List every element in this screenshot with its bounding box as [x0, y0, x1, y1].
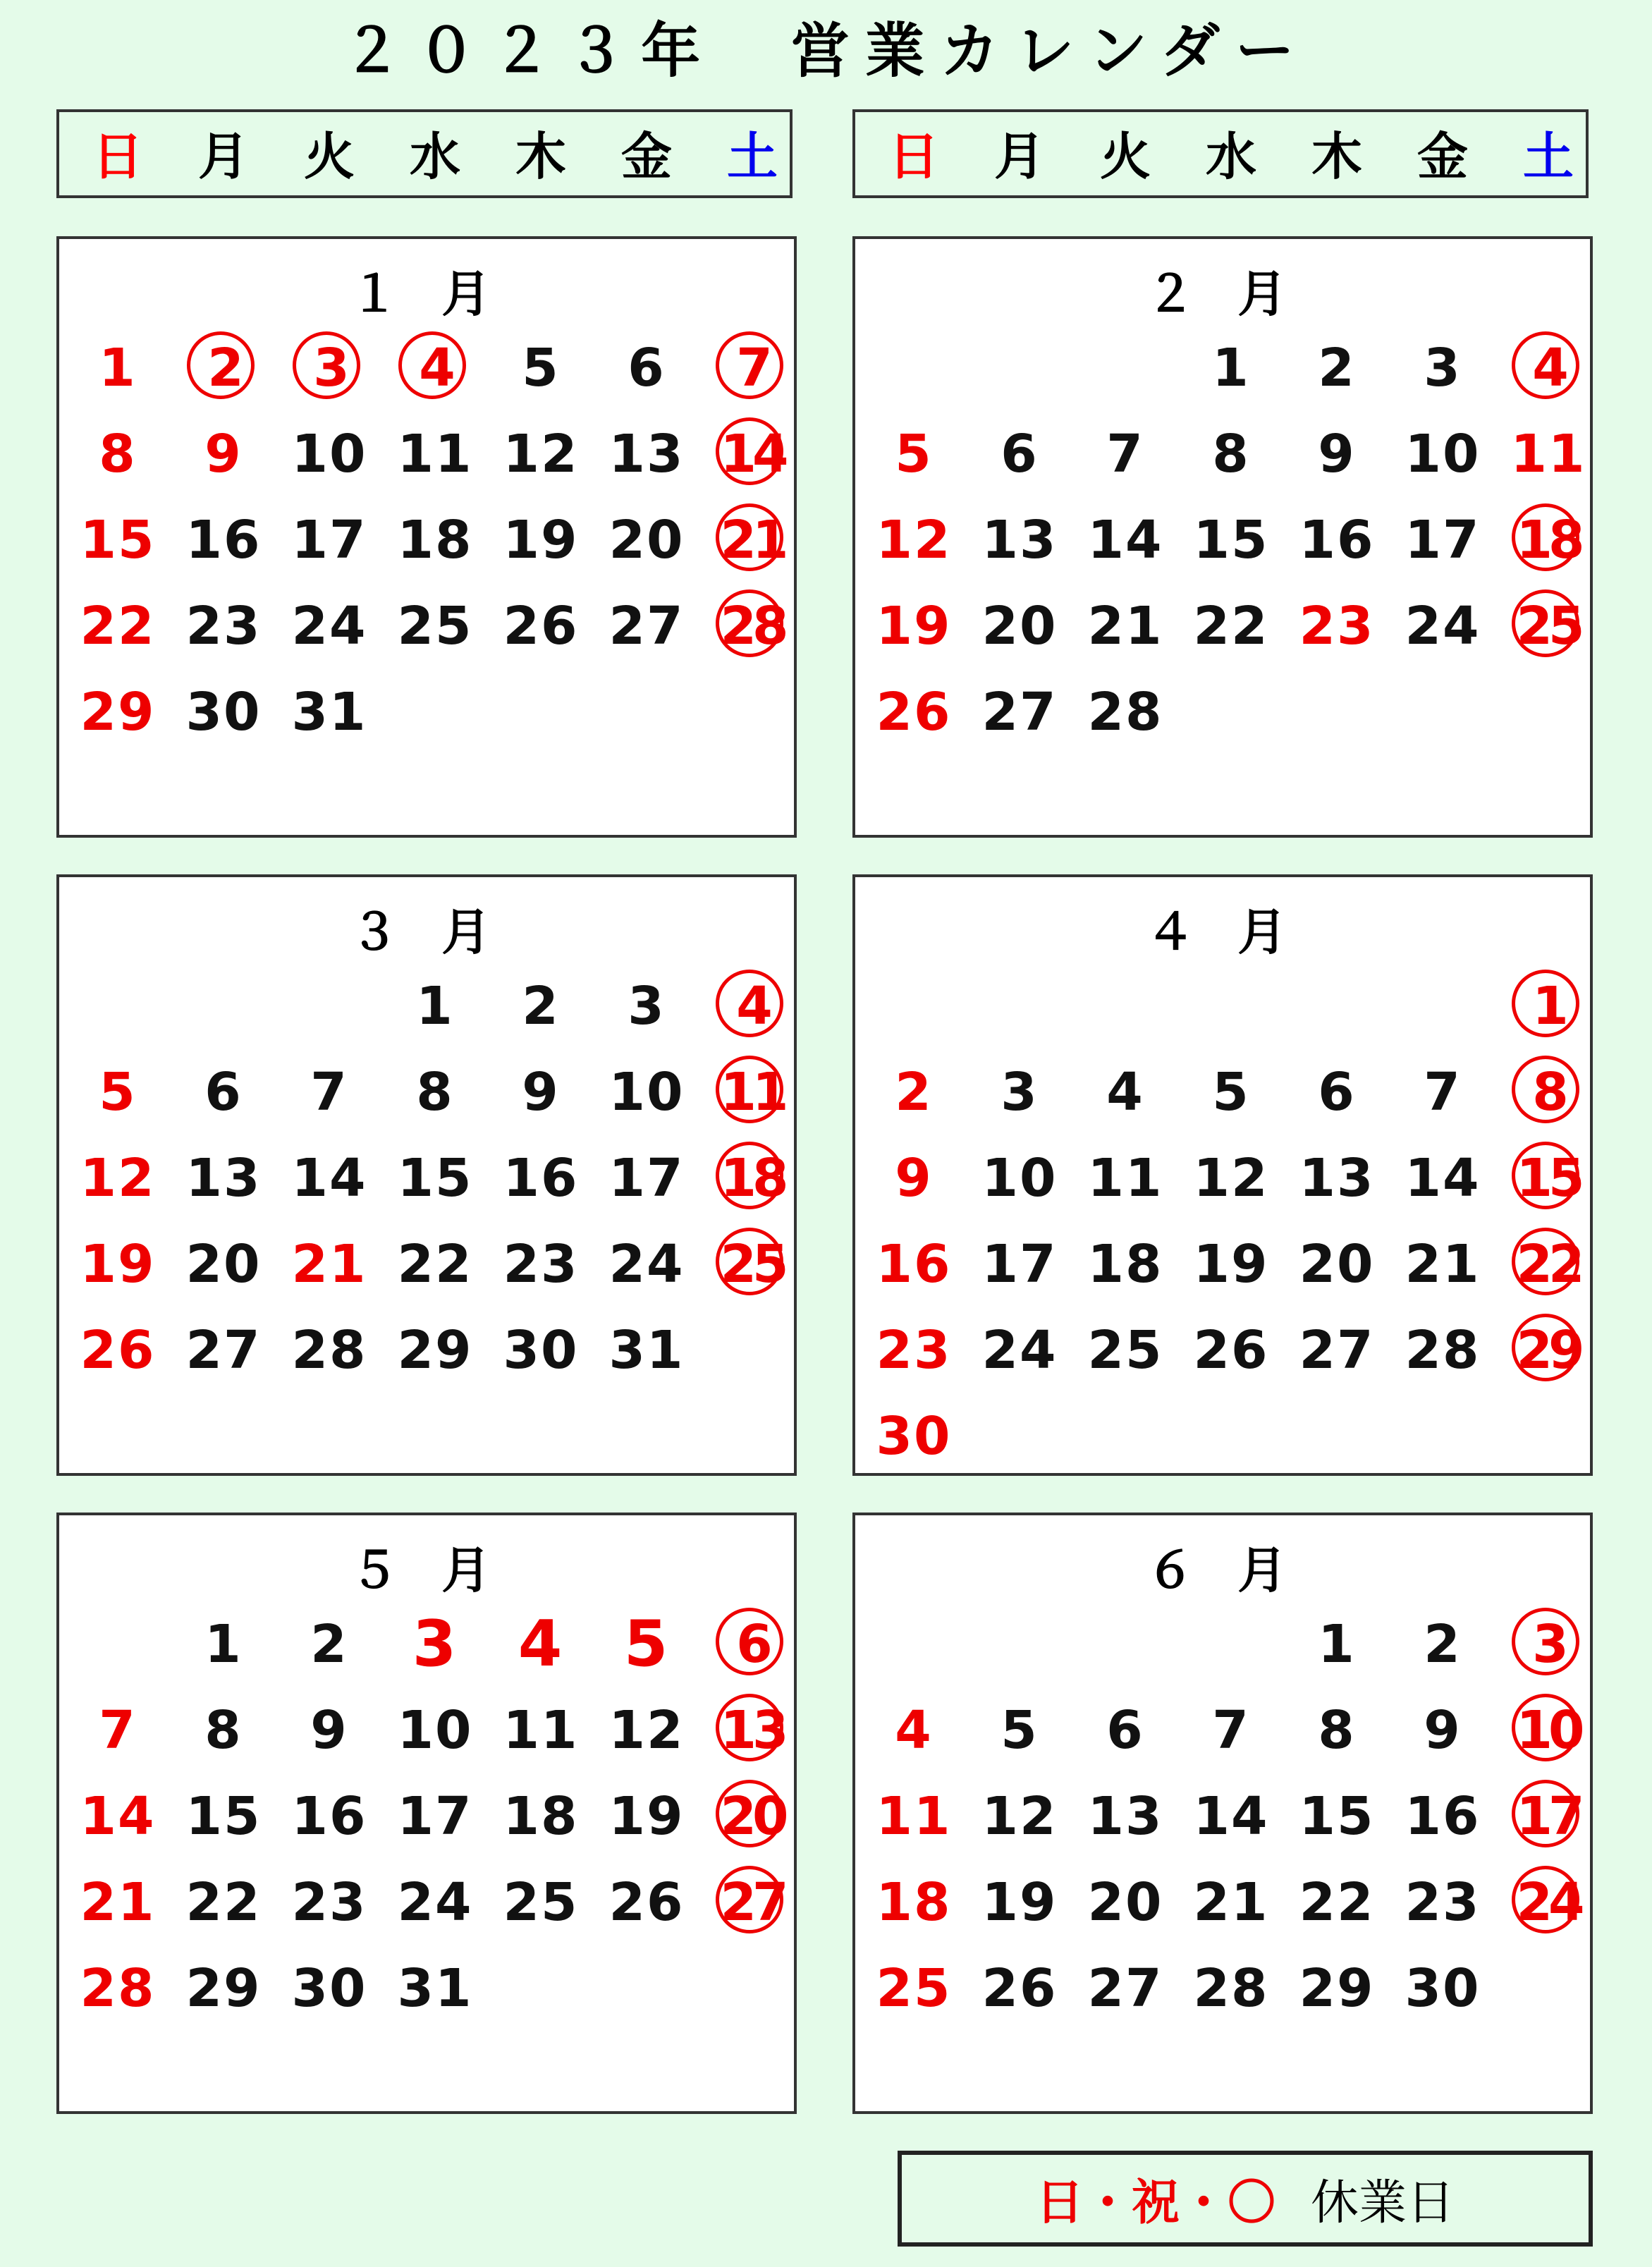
day-cell: 5 [895, 424, 933, 484]
closed-day-cell: 4 [1495, 325, 1601, 411]
day-cell: 22 [397, 1234, 473, 1295]
day-cell: 9 [1318, 424, 1356, 484]
day-cell: 20 [1299, 1234, 1375, 1295]
day-cell: 17 [397, 1786, 473, 1847]
closed-day-cell: 21 [699, 497, 805, 583]
day-cell: 18 [1087, 1234, 1163, 1295]
day-cell: 21 [291, 1234, 367, 1295]
day-cell: 12 [80, 1148, 156, 1209]
day-cell: 15 [397, 1148, 473, 1209]
day-cell: 3 [628, 976, 666, 1037]
day-cell: 16 [185, 510, 262, 570]
day-cell: 20 [608, 510, 685, 570]
day-cell: 6 [628, 338, 666, 398]
day-cell: 10 [608, 1062, 685, 1123]
empty-cell [65, 963, 171, 1049]
closed-day-cell: 10 [1495, 1687, 1601, 1773]
day-cell: 24 [1405, 596, 1481, 656]
closed-day-cell: 11 [699, 1049, 805, 1135]
day-cell: 15 [1193, 510, 1269, 570]
day-cell: 20 [1087, 1872, 1163, 1933]
day-cell: 22 [1193, 596, 1269, 656]
closed-day-cell: 4 [699, 963, 805, 1049]
day-cell: 19 [503, 510, 579, 570]
day-cell: 7 [1212, 1700, 1250, 1761]
day-cell: 28 [1193, 1958, 1269, 2019]
empty-cell [1495, 669, 1601, 755]
day-cell: 15 [185, 1786, 262, 1847]
day-cell: 2 [895, 1062, 933, 1123]
closed-day-cell: 13 [699, 1687, 805, 1773]
day-cell: 22 [185, 1872, 262, 1933]
day-cell: 12 [608, 1700, 685, 1761]
day-cell: 11 [397, 424, 473, 484]
day-cell: 31 [291, 682, 367, 743]
legend-text: 休業日 [1311, 2175, 1455, 2231]
day-cell: 5 [1001, 1700, 1039, 1761]
day-cell: 13 [1299, 1148, 1375, 1209]
day-cell: 23 [876, 1320, 952, 1381]
closed-day-cell: 25 [699, 1221, 805, 1307]
day-cell: 12 [503, 424, 579, 484]
empty-cell [1284, 963, 1390, 1049]
day-cell: 18 [876, 1872, 952, 1933]
day-cell: 14 [1193, 1786, 1269, 1847]
empty-cell [65, 1601, 171, 1687]
day-cell: 11 [1510, 424, 1586, 484]
closed-day-cell: 27 [699, 1859, 805, 1945]
day-cell: 1 [1212, 338, 1250, 398]
day-cell: 21 [1193, 1872, 1269, 1933]
day-cell: 16 [291, 1786, 367, 1847]
empty-cell [488, 669, 594, 755]
closed-day-cell: 24 [1495, 1859, 1601, 1945]
weekday-sun: 日 [92, 127, 143, 186]
closed-day-cell: 8 [1495, 1049, 1601, 1135]
day-cell: 24 [397, 1872, 473, 1933]
day-cell: 30 [503, 1320, 579, 1381]
empty-cell [1072, 963, 1178, 1049]
weekday-fri: 金 [620, 127, 672, 186]
day-cell: 8 [204, 1700, 243, 1761]
empty-cell [861, 963, 967, 1049]
day-cell: 19 [981, 1872, 1058, 1933]
day-cell: 18 [397, 510, 473, 570]
closed-day-cell: 4 [382, 325, 488, 411]
empty-cell [1390, 669, 1495, 755]
empty-cell [1178, 963, 1284, 1049]
day-cell: 23 [1405, 1872, 1481, 1933]
day-cell: 17 [291, 510, 367, 570]
day-cell: 5 [99, 1062, 137, 1123]
empty-cell [488, 1945, 594, 2031]
day-cell: 13 [185, 1148, 262, 1209]
day-cell: 3 [1424, 338, 1462, 398]
day-cell: 21 [80, 1872, 156, 1933]
weekday-tue: 火 [1099, 127, 1151, 186]
day-cell: 12 [981, 1786, 1058, 1847]
day-cell: 21 [1405, 1234, 1481, 1295]
weekday-header-right [852, 109, 1589, 198]
day-cell: 3 [1001, 1062, 1039, 1123]
month-title: ２ 月 [1145, 265, 1300, 323]
day-cell: 24 [291, 596, 367, 656]
empty-cell [1284, 669, 1390, 755]
weekday-fri: 金 [1417, 127, 1468, 186]
day-cell: 31 [608, 1320, 685, 1381]
day-cell: 9 [895, 1148, 933, 1209]
month-grid [861, 1601, 1601, 2031]
day-cell: 10 [981, 1148, 1058, 1209]
empty-cell [1495, 1393, 1601, 1479]
day-cell: 23 [291, 1872, 367, 1933]
day-cell: 30 [1405, 1958, 1481, 2019]
day-cell: 14 [291, 1148, 367, 1209]
empty-cell [967, 963, 1072, 1049]
day-cell: 9 [204, 424, 243, 484]
weekday-mon: 月 [993, 127, 1045, 186]
day-cell: 28 [1087, 682, 1163, 743]
day-cell: 11 [876, 1786, 952, 1847]
day-cell: 16 [1405, 1786, 1481, 1847]
day-cell: 12 [876, 510, 952, 570]
closed-day-cell: 2 [171, 325, 276, 411]
empty-cell [967, 325, 1072, 411]
closed-day-cell: 6 [699, 1601, 805, 1687]
day-cell: 18 [503, 1786, 579, 1847]
day-cell: 13 [608, 424, 685, 484]
empty-cell [861, 325, 967, 411]
month-june [852, 1513, 1593, 2114]
month-march [56, 874, 797, 1476]
day-cell: 26 [608, 1872, 685, 1933]
day-cell: 26 [80, 1320, 156, 1381]
empty-cell [861, 1601, 967, 1687]
closed-day-cell: 29 [1495, 1307, 1601, 1393]
day-cell: 2 [1318, 338, 1356, 398]
day-cell: 14 [1087, 510, 1163, 570]
day-cell: 17 [608, 1148, 685, 1209]
day-cell: 6 [204, 1062, 243, 1123]
day-cell: 27 [1087, 1958, 1163, 2019]
day-cell: 14 [1405, 1148, 1481, 1209]
day-cell: 19 [80, 1234, 156, 1295]
weekday-sat: 土 [726, 127, 778, 186]
day-cell: 3 [412, 1607, 458, 1681]
month-february [852, 236, 1593, 838]
page-title: ２０２３年 営業カレンダー [342, 16, 1310, 85]
closed-day-cell: 22 [1495, 1221, 1601, 1307]
day-cell: 10 [1405, 424, 1481, 484]
closed-day-cell: 7 [699, 325, 805, 411]
day-cell: 5 [522, 338, 560, 398]
day-cell: 23 [1299, 596, 1375, 656]
empty-cell [171, 963, 276, 1049]
day-cell: 27 [1299, 1320, 1375, 1381]
weekday-mon: 月 [197, 127, 249, 186]
day-cell: 27 [608, 596, 685, 656]
weekday-wed: 水 [1205, 127, 1256, 186]
empty-cell [594, 669, 699, 755]
month-grid [65, 963, 805, 1393]
weekday-sun: 日 [888, 127, 939, 186]
empty-cell [699, 1307, 805, 1393]
day-cell: 25 [503, 1872, 579, 1933]
day-cell: 7 [1106, 424, 1144, 484]
day-cell: 16 [1299, 510, 1375, 570]
day-cell: 27 [185, 1320, 262, 1381]
day-cell: 25 [397, 596, 473, 656]
month-grid [861, 963, 1601, 1479]
day-cell: 7 [99, 1700, 137, 1761]
month-title: ６ 月 [1145, 1541, 1300, 1599]
day-cell: 16 [876, 1234, 952, 1295]
day-cell: 8 [1318, 1700, 1356, 1761]
weekday-thu: 木 [515, 127, 566, 186]
day-cell: 7 [310, 1062, 348, 1123]
day-cell: 6 [1318, 1062, 1356, 1123]
day-cell: 2 [310, 1614, 348, 1675]
day-cell: 8 [99, 424, 137, 484]
day-cell: 4 [895, 1700, 933, 1761]
day-cell: 20 [185, 1234, 262, 1295]
day-cell: 6 [1106, 1700, 1144, 1761]
day-cell: 24 [608, 1234, 685, 1295]
closed-day-cell: 20 [699, 1773, 805, 1859]
empty-cell [594, 1945, 699, 2031]
day-cell: 10 [397, 1700, 473, 1761]
closed-day-cell: 18 [699, 1135, 805, 1221]
day-cell: 29 [185, 1958, 262, 2019]
month-grid [65, 325, 805, 755]
month-title: ４ 月 [1145, 903, 1300, 961]
day-cell: 15 [1299, 1786, 1375, 1847]
day-cell: 5 [623, 1607, 670, 1681]
weekday-header-left [56, 109, 793, 198]
day-cell: 29 [1299, 1958, 1375, 2019]
empty-cell [699, 669, 805, 755]
day-cell: 17 [1405, 510, 1481, 570]
day-cell: 25 [1087, 1320, 1163, 1381]
day-cell: 28 [291, 1320, 367, 1381]
weekday-thu: 木 [1311, 127, 1362, 186]
day-cell: 27 [981, 682, 1058, 743]
day-cell: 2 [1424, 1614, 1462, 1675]
day-cell: 13 [1087, 1786, 1163, 1847]
month-title: ５ 月 [349, 1541, 504, 1599]
day-cell: 28 [1405, 1320, 1481, 1381]
empty-cell [1178, 669, 1284, 755]
month-title: １ 月 [349, 265, 504, 323]
empty-cell [1072, 325, 1178, 411]
day-cell: 20 [981, 596, 1058, 656]
day-cell: 26 [876, 682, 952, 743]
closed-day-cell: 15 [1495, 1135, 1601, 1221]
day-cell: 7 [1424, 1062, 1462, 1123]
empty-cell [1390, 963, 1495, 1049]
day-cell: 8 [416, 1062, 454, 1123]
day-cell: 4 [518, 1607, 564, 1681]
month-april [852, 874, 1593, 1476]
day-cell: 19 [1193, 1234, 1269, 1295]
day-cell: 4 [1106, 1062, 1144, 1123]
month-grid [861, 325, 1601, 755]
day-cell: 25 [876, 1958, 952, 2019]
day-cell: 30 [876, 1406, 952, 1467]
day-cell: 29 [80, 682, 156, 743]
closed-day-cell: 3 [276, 325, 382, 411]
closed-day-cell: 28 [699, 583, 805, 669]
empty-cell [276, 963, 382, 1049]
day-cell: 26 [1193, 1320, 1269, 1381]
day-cell: 13 [981, 510, 1058, 570]
day-cell: 8 [1212, 424, 1250, 484]
empty-cell [967, 1601, 1072, 1687]
weekday-tue: 火 [303, 127, 355, 186]
day-cell: 1 [416, 976, 454, 1037]
day-cell: 9 [522, 1062, 560, 1123]
day-cell: 24 [981, 1320, 1058, 1381]
day-cell: 28 [80, 1958, 156, 2019]
empty-cell [699, 1945, 805, 2031]
day-cell: 6 [1001, 424, 1039, 484]
empty-cell [1495, 1945, 1601, 2031]
empty-cell [967, 1393, 1072, 1479]
day-cell: 26 [503, 596, 579, 656]
month-may [56, 1513, 797, 2114]
day-cell: 9 [310, 1700, 348, 1761]
weekday-wed: 水 [409, 127, 460, 186]
day-cell: 16 [503, 1148, 579, 1209]
closed-day-cell: 14 [699, 411, 805, 497]
closed-day-cell: 25 [1495, 583, 1601, 669]
day-cell: 10 [291, 424, 367, 484]
day-cell: 30 [291, 1958, 367, 2019]
month-title: ３ 月 [349, 903, 504, 961]
day-cell: 17 [981, 1234, 1058, 1295]
day-cell: 12 [1193, 1148, 1269, 1209]
day-cell: 30 [185, 682, 262, 743]
closed-day-cell: 17 [1495, 1773, 1601, 1859]
day-cell: 22 [1299, 1872, 1375, 1933]
day-cell: 23 [185, 596, 262, 656]
month-january [56, 236, 797, 838]
day-cell: 26 [981, 1958, 1058, 2019]
closed-day-cell: 1 [1495, 963, 1601, 1049]
empty-cell [1390, 1393, 1495, 1479]
empty-cell [1072, 1601, 1178, 1687]
closed-day-cell: 18 [1495, 497, 1601, 583]
day-cell: 19 [876, 596, 952, 656]
empty-cell [1178, 1393, 1284, 1479]
day-cell: 2 [522, 976, 560, 1037]
empty-cell [1072, 1393, 1178, 1479]
day-cell: 29 [397, 1320, 473, 1381]
legend-marks: 日・祝・〇 [1035, 2175, 1275, 2231]
empty-cell [1178, 1601, 1284, 1687]
day-cell: 1 [204, 1614, 243, 1675]
empty-cell [382, 669, 488, 755]
day-cell: 11 [1087, 1148, 1163, 1209]
day-cell: 11 [503, 1700, 579, 1761]
empty-cell [1284, 1393, 1390, 1479]
day-cell: 23 [503, 1234, 579, 1295]
day-cell: 1 [1318, 1614, 1356, 1675]
day-cell: 1 [99, 338, 137, 398]
day-cell: 19 [608, 1786, 685, 1847]
closed-day-cell: 3 [1495, 1601, 1601, 1687]
day-cell: 9 [1424, 1700, 1462, 1761]
day-cell: 14 [80, 1786, 156, 1847]
weekday-sat: 土 [1522, 127, 1574, 186]
legend [898, 2151, 1593, 2247]
day-cell: 5 [1212, 1062, 1250, 1123]
day-cell: 22 [80, 596, 156, 656]
day-cell: 21 [1087, 596, 1163, 656]
month-grid [65, 1601, 805, 2031]
day-cell: 31 [397, 1958, 473, 2019]
day-cell: 15 [80, 510, 156, 570]
